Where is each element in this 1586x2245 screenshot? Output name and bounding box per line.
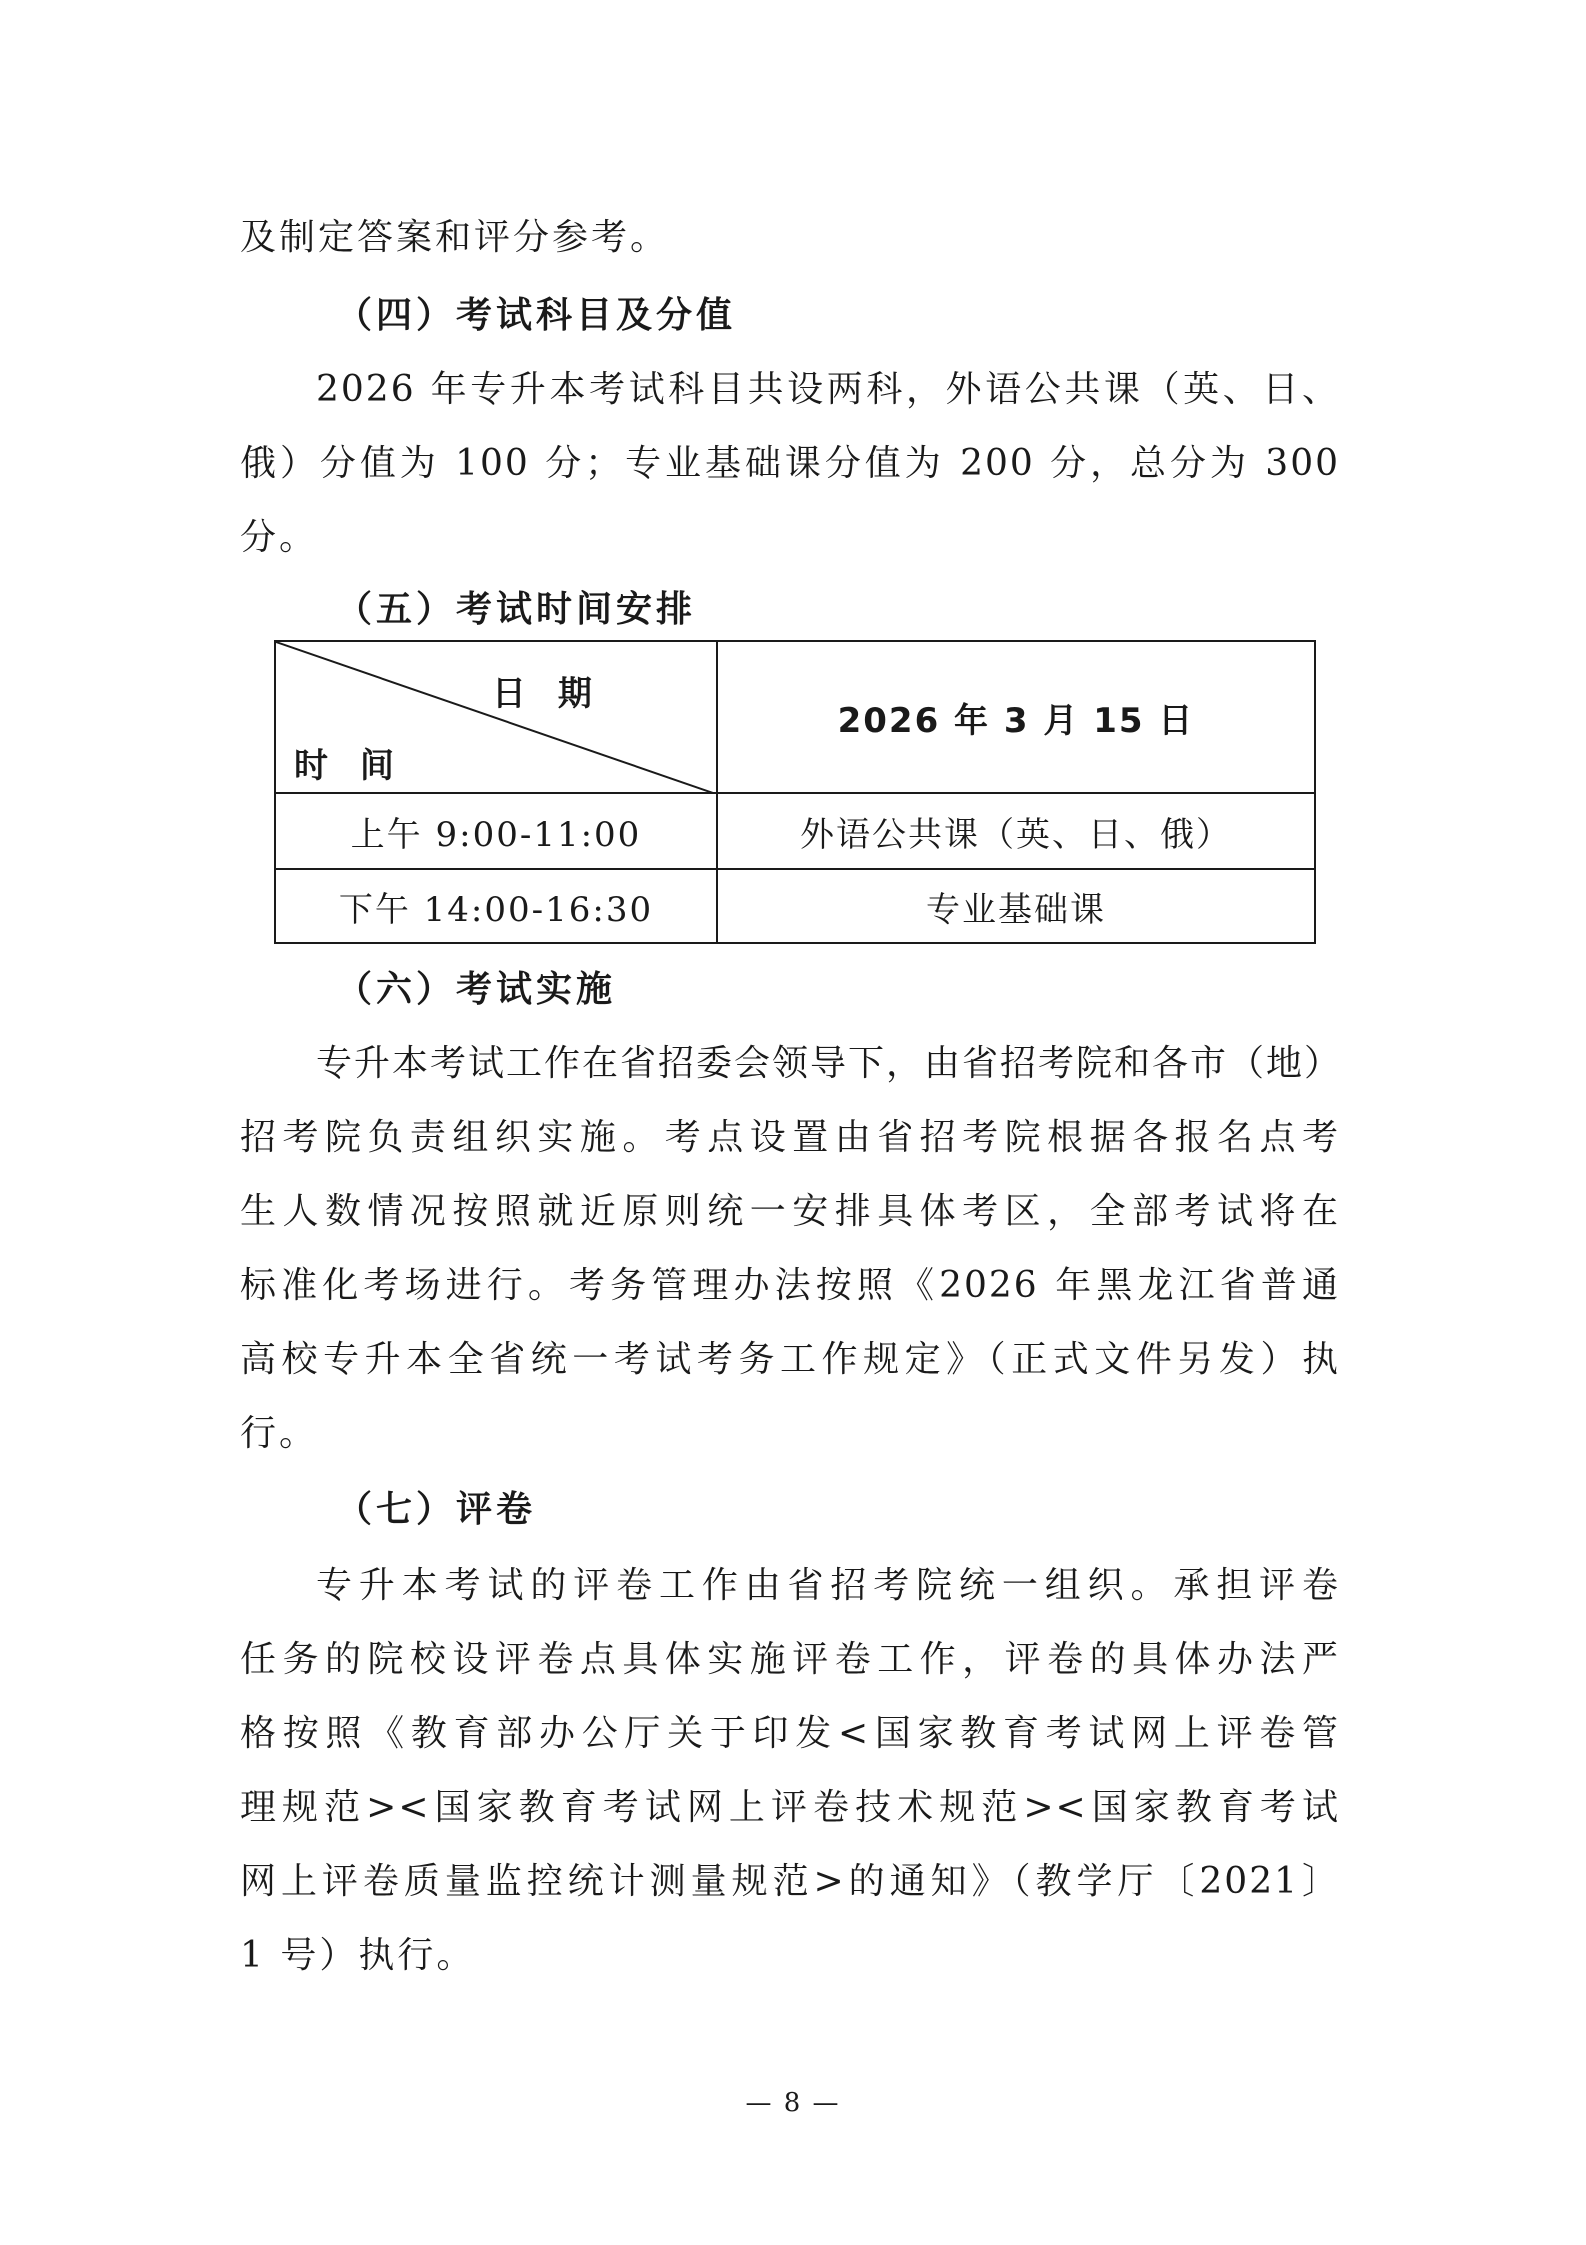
paragraph-line: 招考院负责组织实施。考点设置由省招考院根据各报名点考 bbox=[240, 1117, 1340, 1158]
paragraph-line: 标准化考场进行。考务管理办法按照《2026 年黑龙江省普通 bbox=[240, 1265, 1340, 1306]
paragraph-line: 1 号）执行。 bbox=[240, 1935, 476, 1976]
table-row-subject: 外语公共课（英、日、俄） bbox=[800, 814, 1232, 855]
paragraph-line: 任务的院校设评卷点具体实施评卷工作，评卷的具体办法严 bbox=[240, 1639, 1340, 1680]
paragraph-line: 行。 bbox=[240, 1413, 319, 1454]
paragraph-line: 及制定答案和评分参考。 bbox=[240, 217, 670, 258]
exam-schedule-table bbox=[274, 640, 1316, 944]
paragraph-line: 2026 年专升本考试科目共设两科，外语公共课（英、日、 bbox=[316, 369, 1340, 410]
paragraph-line: 分。 bbox=[240, 517, 319, 558]
paragraph-line: 高校专升本全省统一考试考务工作规定》（正式文件另发）执 bbox=[240, 1339, 1340, 1380]
header-time-label: 时 间 bbox=[294, 746, 404, 786]
paragraph-line: 格按照《教育部办公厅关于印发<国家教育考试网上评卷管 bbox=[240, 1713, 1340, 1754]
table-row-time: 下午 14:00-16:30 bbox=[338, 889, 654, 930]
table-row-subject: 专业基础课 bbox=[926, 889, 1106, 930]
paragraph-line: 俄）分值为 100 分；专业基础课分值为 200 分，总分为 300 bbox=[240, 443, 1340, 484]
table-row-time: 上午 9:00-11:00 bbox=[350, 814, 642, 855]
exam-date: 2026 年 3 月 15 日 bbox=[837, 700, 1195, 741]
header-date-label: 日 期 bbox=[492, 674, 602, 714]
page-number: — 8 — bbox=[745, 2088, 841, 2118]
paragraph-line: 理规范><国家教育考试网上评卷技术规范><国家教育考试 bbox=[240, 1787, 1340, 1828]
paragraph-line: 专升本考试的评卷工作由省招考院统一组织。承担评卷 bbox=[316, 1565, 1340, 1606]
paragraph-line: 生人数情况按照就近原则统一安排具体考区，全部考试将在 bbox=[240, 1191, 1340, 1232]
section-heading-implementation: （六）考试实施 bbox=[336, 969, 617, 1010]
paragraph-line: 专升本考试工作在省招委会领导下，由省招考院和各市（地） bbox=[316, 1043, 1343, 1084]
paragraph-line: 网上评卷质量监控统计测量规范>的通知》（教学厅〔2021〕 bbox=[240, 1861, 1340, 1902]
section-heading-schedule: （五）考试时间安排 bbox=[336, 589, 697, 630]
section-heading-grading: （七）评卷 bbox=[336, 1489, 537, 1530]
section-heading-subjects: （四）考试科目及分值 bbox=[336, 295, 737, 336]
